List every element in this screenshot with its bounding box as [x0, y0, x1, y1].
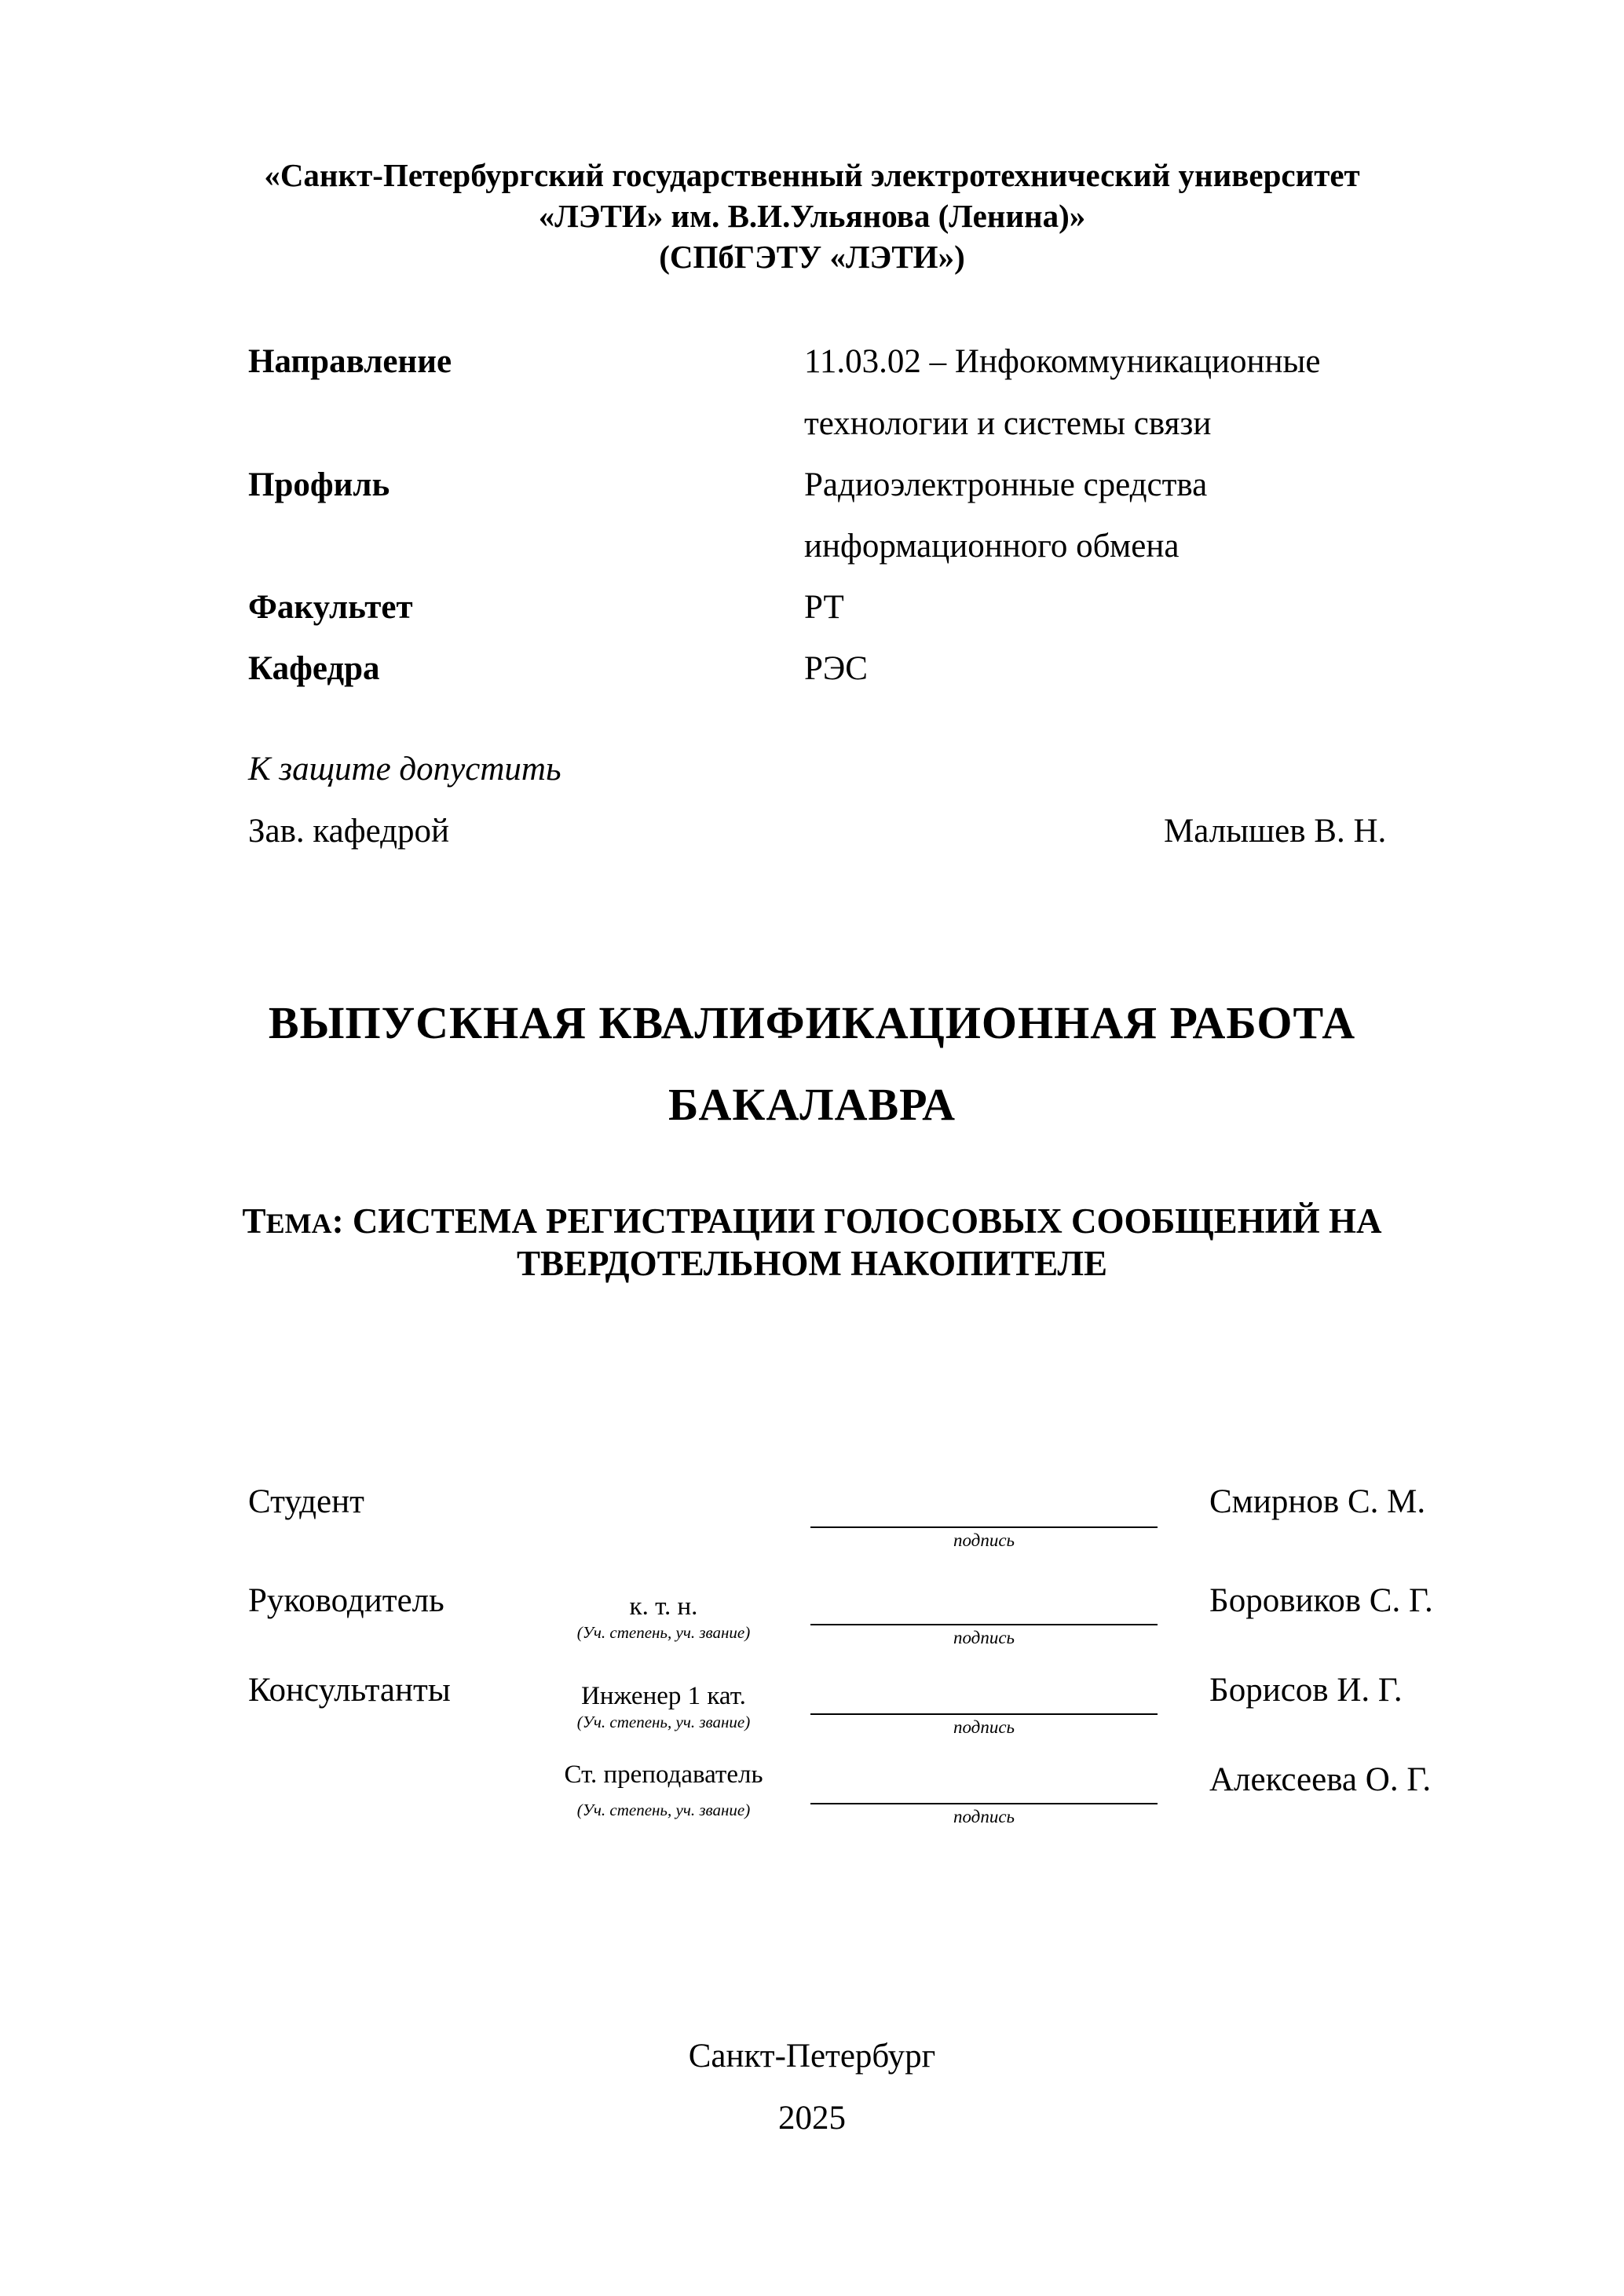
consultant-2-degree-note: (Уч. степень, уч. звание)	[576, 1801, 751, 1819]
topic-line-2: ТВЕРДОТЕЛЬНОМ НАКОПИТЕЛЕ	[516, 1244, 1108, 1283]
student-signature-note: подпись	[953, 1530, 1015, 1550]
consultants-role: Консультанты	[248, 1672, 451, 1709]
head-of-department-label: Зав. кафедрой	[248, 813, 450, 850]
direction-label: Направление	[248, 343, 452, 380]
footer-city: Санкт-Петербург	[688, 2038, 936, 2075]
consultant-1-signature-note: подпись	[953, 1717, 1015, 1737]
footer-year: 2025	[778, 2100, 846, 2137]
supervisor-name: Боровиков С. Г.	[1209, 1582, 1433, 1619]
head-of-department-name: Малышев В. Н.	[1164, 813, 1387, 850]
supervisor-degree-note: (Уч. степень, уч. звание)	[576, 1623, 751, 1642]
university-abbreviation: (СПбГЭТУ «ЛЭТИ»)	[659, 239, 965, 275]
consultant-2-name: Алексеева О. Г.	[1209, 1761, 1432, 1798]
supervisor-signature-note: подпись	[953, 1628, 1015, 1647]
supervisor-role: Руководитель	[248, 1582, 444, 1619]
student-name: Смирнов С. М.	[1209, 1483, 1426, 1520]
faculty-label: Факультет	[248, 589, 413, 626]
consultant-1-name: Борисов И. Г.	[1209, 1672, 1403, 1709]
topic-prefix-first: Т	[242, 1201, 266, 1241]
consultant-1-degree-note: (Уч. степень, уч. звание)	[576, 1713, 751, 1731]
document-title-line-1: ВЫПУСКНАЯ КВАЛИФИКАЦИОННАЯ РАБОТА	[268, 997, 1356, 1048]
consultant-2-signature-line	[810, 1803, 1158, 1804]
faculty-value: РТ	[804, 589, 844, 626]
topic-colon: :	[331, 1201, 344, 1241]
consultant-2-signature-note: подпись	[953, 1807, 1015, 1826]
document-title-line-2: БАКАЛАВРА	[668, 1079, 956, 1130]
profile-value-line-2: информационного обмена	[804, 528, 1180, 565]
topic-line-1	[0, 1200, 1624, 1245]
department-value: РЭС	[804, 650, 868, 687]
profile-value-line-1: Радиоэлектронные средства	[804, 466, 1208, 503]
topic-text-line-1: СИСТЕМА РЕГИСТРАЦИИ ГОЛОСОВЫХ СООБЩЕНИЙ НА	[343, 1201, 1382, 1241]
university-name-line-2: «ЛЭТИ» им. В.И.Ульянова (Ленина)»	[538, 198, 1086, 234]
supervisor-degree: к. т. н.	[629, 1592, 698, 1621]
direction-value-line-2: технологии и системы связи	[804, 405, 1212, 442]
direction-value-line-1: 11.03.02 – Инфокоммуникационные	[804, 343, 1321, 380]
student-role: Студент	[248, 1483, 364, 1520]
consultant-1-degree: Инженер 1 кат.	[581, 1682, 746, 1710]
consultant-2-degree: Ст. преподаватель	[564, 1760, 763, 1789]
university-name-line-1: «Санкт-Петербургский государственный электротехнический университет	[264, 157, 1360, 193]
consultant-1-signature-line	[810, 1713, 1158, 1715]
admit-to-defense: К защите допустить	[248, 751, 561, 788]
supervisor-signature-line	[810, 1624, 1158, 1625]
topic-prefix-rest: ЕМА	[265, 1208, 332, 1239]
profile-label: Профиль	[248, 466, 390, 503]
department-label: Кафедра	[248, 650, 380, 687]
student-signature-line	[810, 1526, 1158, 1528]
